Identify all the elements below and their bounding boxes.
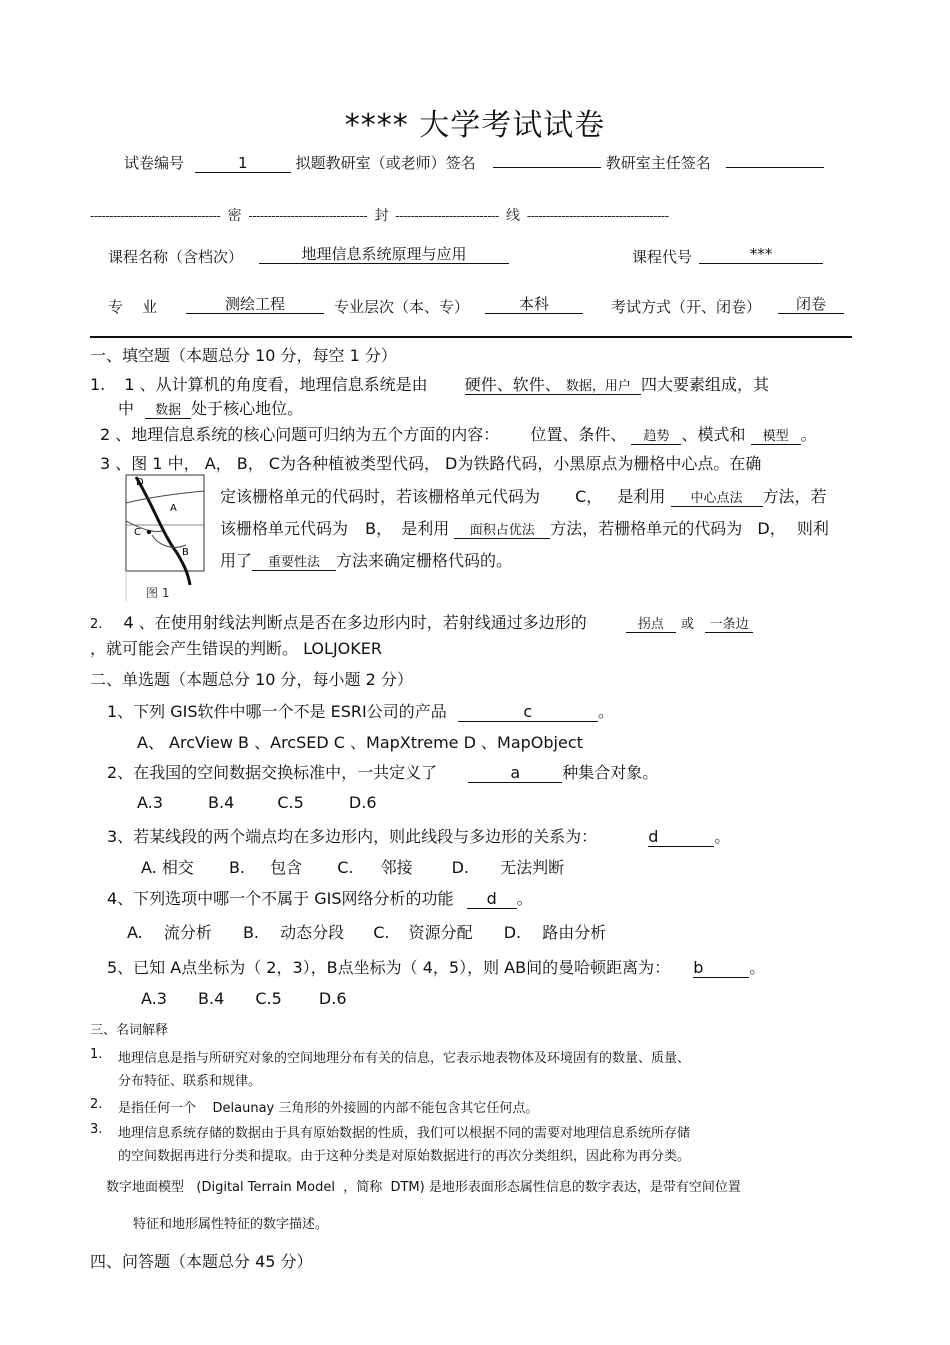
s3-item3-line1: 地理信息系统存储的数据由于具有原始数据的性质，我们可以根据不同的需要对地理信息系统所存储	[118, 1126, 691, 1141]
option-d: D.6	[318, 989, 347, 1008]
q-text: 。	[597, 702, 614, 721]
q-text: D，	[757, 519, 786, 538]
s2-q2	[107, 760, 658, 783]
course-name-label: 课程名称（含档次）	[108, 248, 244, 266]
answer-blank	[465, 376, 641, 395]
s2-q2-options	[137, 793, 377, 812]
s1-q3-line2	[220, 484, 827, 507]
option-b: B.	[242, 923, 260, 942]
option-c: C.	[337, 858, 354, 877]
course-code-label: 课程代号	[632, 248, 693, 266]
s3-item4-line2: 特征和地形属性特征的数字描述。	[133, 1217, 329, 1232]
s3-item3-num: 3.	[90, 1122, 103, 1137]
s2-q5-options	[141, 989, 347, 1008]
q-text: 5、已知 A点坐标为（ 2，3），B点坐标为（ 4，5），则 AB间的曼哈顿距离为：	[107, 958, 671, 977]
q-text: C，	[575, 487, 603, 506]
answer-blank: d	[467, 890, 517, 909]
seal-line-segment: -------------------------------------	[526, 209, 669, 223]
s1-q4-line2: ，就可能会产生错误的判断。 LOLJOKER	[90, 639, 382, 658]
setter-signature-label: 拟题教研室（或老师）签名	[295, 154, 476, 172]
answer-text: 硬件、软件、	[464, 375, 561, 394]
director-signature-label: 教研室主任签名	[605, 154, 711, 172]
section2-heading: 二、单选题（本题总分 10 分，每小题 2 分）	[90, 670, 413, 689]
s3-item1-line2: 分布特征、联系和规律。	[118, 1074, 262, 1089]
option-c: C.5	[255, 989, 282, 1008]
option-b-text: 动态分段	[280, 923, 345, 942]
option-c: C.5	[277, 793, 304, 812]
paper-number-value: 1	[195, 155, 291, 173]
section1-heading: 一、填空题（本题总分 10 分，每空 1 分）	[90, 346, 397, 365]
s1-q1-line1	[90, 372, 769, 395]
answer-blank: 数据	[145, 404, 191, 419]
option-d: D.	[451, 858, 470, 877]
option-b: B.4	[208, 793, 235, 812]
option-a: A. 相交	[141, 858, 194, 877]
s1-q4-line1	[90, 610, 753, 633]
option-a: A.	[127, 923, 143, 942]
seal-line	[90, 205, 669, 225]
course-name-value: 地理信息系统原理与应用	[259, 246, 509, 264]
option-d: D.	[503, 923, 522, 942]
fig-label-d: D	[136, 477, 144, 488]
q-text: 3、若某线段的两个端点均在多边形内，则此线段与多边形的关系为：	[107, 827, 598, 846]
option-c-text: 邻接	[380, 858, 413, 877]
q-text: 。	[516, 889, 533, 908]
s3-item1-num: 1.	[90, 1047, 103, 1062]
q-text: 用了	[220, 551, 253, 570]
s2-q4-options	[127, 920, 606, 943]
s3-item3-line2: 的空间数据再进行分类和提取。由于这种分类是对原始数据进行的再次分类组织，因此称为再分类。	[118, 1149, 691, 1164]
answer-blank: c	[458, 703, 598, 722]
q-text: 4 、在使用射线法判断点是否在多边形内时，若射线通过多边形的	[123, 613, 587, 632]
q-text: 2、在我国的空间数据交换标准中，一共定义了	[107, 763, 438, 782]
seal-line-segment: ---------------------------	[395, 209, 499, 223]
s2-q3	[107, 824, 730, 847]
section3-heading: 三、名词解释	[90, 1023, 169, 1038]
q-text: 则利	[796, 519, 829, 538]
seal-char-xian: 线	[506, 208, 520, 224]
option-a: A.3	[141, 989, 167, 1008]
option-b-text: 包含	[270, 858, 303, 877]
q-text: B，	[365, 519, 393, 538]
option-d-text: 路由分析	[542, 923, 607, 942]
q-text: 是利用	[617, 487, 666, 506]
s2-q5	[107, 955, 765, 978]
q-text: 。	[800, 425, 817, 444]
q-number: 1.	[90, 375, 106, 394]
q-text: 该栅格单元代码为	[220, 519, 349, 538]
q-text: 是利用	[401, 519, 450, 538]
seal-line-segment: ----------------------------------	[90, 209, 221, 223]
header-divider	[90, 336, 852, 338]
answer-blank: a	[468, 764, 562, 783]
option-a: A.3	[137, 793, 163, 812]
answer-blank: 模型	[751, 430, 801, 445]
exam-mode-label: 考试方式（开、闭卷）	[611, 298, 762, 316]
exam-mode-value: 闭卷	[778, 296, 844, 314]
major-label: 专 业	[108, 298, 158, 316]
answer-blank: 中心点法	[671, 492, 763, 507]
fig-label-b: B	[182, 547, 189, 558]
paper-number-label: 试卷编号	[124, 154, 185, 172]
fig-caption: 图 1	[146, 586, 170, 600]
s2-q3-options	[141, 855, 564, 878]
q-text: 种集合对象。	[562, 763, 659, 782]
director-row	[493, 152, 824, 173]
q-text: 方法，若	[762, 487, 827, 506]
answer-blank: 趋势	[631, 430, 681, 445]
s1-q2	[100, 422, 817, 445]
q-text: 处于核心地位。	[191, 399, 304, 418]
s3-item1-line1: 地理信息是指与所研究对象的空间地理分布有关的信息，它表示地表物体及环境固有的数量、质量、	[118, 1051, 691, 1066]
course-code-value: ***	[699, 246, 823, 264]
s1-q3-line4	[220, 548, 512, 571]
answer-blank: d	[648, 828, 714, 847]
q-text: 1 、从计算机的角度看，地理信息系统是由	[124, 375, 428, 394]
answer-blank: 面积占优法	[454, 524, 550, 539]
answer-blank: b	[693, 959, 749, 978]
figure-1-raster-diagram	[122, 473, 206, 603]
option-b: B.	[228, 858, 245, 877]
answer-text: 数据，用户	[565, 379, 631, 394]
s2-q1	[107, 699, 614, 722]
q-text: 。	[714, 827, 731, 846]
q-text: 方法来确定栅格代码的。	[336, 551, 513, 570]
q-text: 四大要素组成，其	[641, 375, 770, 394]
option-c: C.	[373, 923, 390, 942]
fig-label-a: A	[170, 503, 177, 514]
q-text: 。	[749, 958, 766, 977]
level-value: 本科	[485, 296, 583, 314]
setter-signature-value	[493, 167, 601, 168]
q-text: 2 、地理信息系统的核心问题可归纳为五个方面的内容：	[100, 425, 500, 444]
s3-item2-num: 2.	[90, 1097, 103, 1112]
q-text: 位置、条件、	[530, 425, 627, 444]
option-d-text: 无法判断	[500, 858, 565, 877]
option-c-text: 资源分配	[408, 923, 473, 942]
q-number: 2.	[90, 617, 103, 632]
seal-char-mi: 密	[227, 208, 242, 224]
q-text: 4、下列选项中哪一个不属于 GIS网络分析的功能	[107, 889, 454, 908]
option-a-text: 流分析	[163, 923, 212, 942]
seal-line-segment: -------------------------------	[248, 209, 368, 223]
fig-label-c: C	[134, 527, 141, 538]
s1-q1-line2	[118, 396, 303, 419]
answer-blank: 重要性法	[252, 556, 336, 571]
option-d: D.6	[348, 793, 377, 812]
section4-heading: 四、问答题（本题总分 45 分）	[90, 1252, 313, 1271]
major-value: 测绘工程	[186, 296, 324, 314]
option-b: B.4	[198, 989, 225, 1008]
q-text: 方法，若栅格单元的代码为	[550, 519, 743, 538]
s2-q1-options: A、 ArcView B 、ArcSED C 、MapXtreme D 、MapObject	[137, 733, 583, 752]
s3-item2-line1: 是指任何一个 Delaunay 三角形的外接圆的内部不能包含其它任何点。	[118, 1101, 539, 1116]
answer-blank: 拐点	[626, 618, 676, 633]
s1-q3-line3	[220, 516, 829, 539]
q-text: 、模式和	[681, 425, 746, 444]
answer-blank: 一条边	[705, 618, 753, 633]
q-text: 或	[680, 617, 694, 632]
q-text: 定该栅格单元的代码时，若该栅格单元代码为	[220, 487, 541, 506]
s3-item4-line1: 数字地面模型 (Digital Terrain Model ，简称 DTM) 是地形表面形态属性信息的数字表达，是带有空间位置	[106, 1180, 741, 1195]
director-signature-value	[726, 167, 824, 168]
seal-char-feng: 封	[374, 208, 388, 224]
s2-q4	[107, 886, 533, 909]
s1-q3-line1: 3 、图 1 中， A， B， C为各种植被类型代码， D为铁路代码，小黑原点为栅格中心点。在确	[100, 454, 762, 473]
q-text: 1、下列 GIS软件中哪一个不是 ESRI公司的产品	[107, 702, 447, 721]
q-text: 中	[118, 399, 135, 418]
level-label: 专业层次（本、专）	[334, 298, 470, 316]
page-title: **** 大学考试试卷	[344, 108, 606, 143]
paper-number-row	[124, 152, 476, 173]
